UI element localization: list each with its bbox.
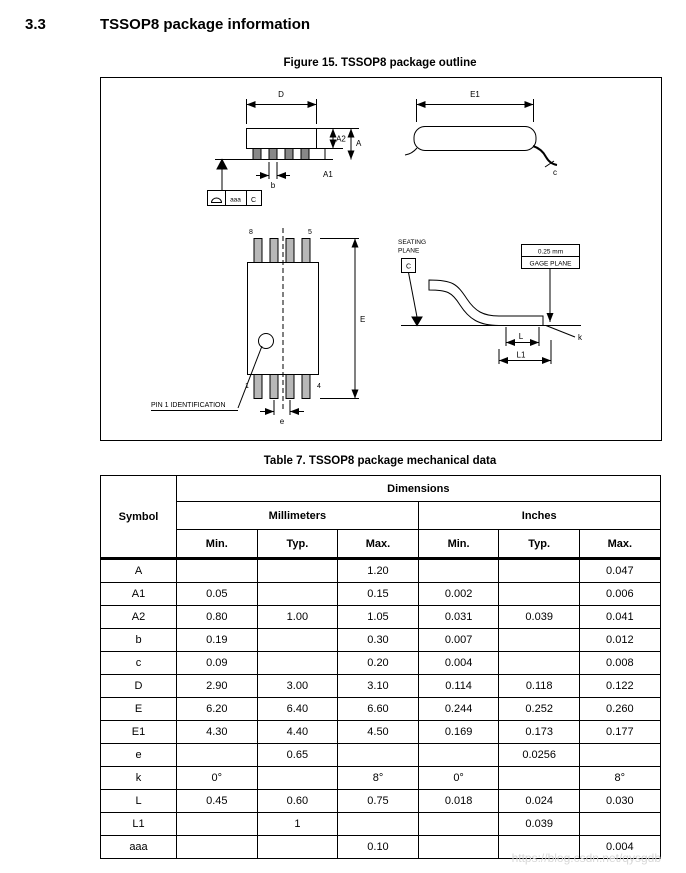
seating-plane-label-line2: PLANE bbox=[398, 247, 420, 255]
dim-label-c-thickness: c bbox=[553, 168, 557, 177]
cell-in-max: 0.012 bbox=[579, 629, 660, 652]
cell-mm-min: 4.30 bbox=[177, 721, 258, 744]
cell-mm-typ: 1 bbox=[257, 813, 338, 836]
watermark: https://blog.csdn.net/qysgdb bbox=[511, 851, 661, 865]
table-caption: Table 7. TSSOP8 package mechanical data bbox=[263, 455, 497, 467]
seating-plane-label-line1: SEATING bbox=[398, 239, 427, 246]
cell-mm-typ: 3.00 bbox=[257, 675, 338, 698]
dim-label-a: A bbox=[356, 139, 362, 148]
cell-mm-max bbox=[338, 813, 419, 836]
cell-in-max: 0.041 bbox=[579, 606, 660, 629]
cell-mm-typ: 0.65 bbox=[257, 744, 338, 767]
dim-label-pitch-e: e bbox=[279, 417, 285, 426]
cell-in-min: 0.004 bbox=[418, 652, 499, 675]
cell-mm-typ bbox=[257, 836, 338, 859]
col-header-in-max: Max. bbox=[579, 530, 660, 559]
cell-mm-max: 1.20 bbox=[338, 559, 419, 583]
cell-mm-typ bbox=[257, 583, 338, 606]
cell-in-typ bbox=[499, 559, 580, 583]
cell-mm-max: 0.30 bbox=[338, 629, 419, 652]
side-view bbox=[208, 99, 360, 206]
table-body bbox=[101, 559, 661, 859]
cell-mm-typ bbox=[257, 767, 338, 790]
cell-mm-min: 0° bbox=[177, 767, 258, 790]
cell-in-typ: 0.039 bbox=[499, 606, 580, 629]
col-header-millimeters: Millimeters bbox=[177, 502, 419, 530]
dim-label-a2: A2 bbox=[336, 134, 346, 144]
col-header-in-typ: Typ. bbox=[499, 530, 580, 559]
table-row bbox=[101, 652, 661, 675]
cell-mm-max: 3.10 bbox=[338, 675, 419, 698]
cell-mm-max: 4.50 bbox=[338, 721, 419, 744]
cell-in-min bbox=[418, 744, 499, 767]
cell-mm-min bbox=[177, 813, 258, 836]
pin-number-1: 1 bbox=[245, 383, 249, 390]
cell-mm-max: 1.05 bbox=[338, 606, 419, 629]
cell-symbol: A bbox=[101, 559, 177, 583]
cell-in-typ: 0.039 bbox=[499, 813, 580, 836]
table-row bbox=[101, 767, 661, 790]
cell-in-min: 0.007 bbox=[418, 629, 499, 652]
table-row bbox=[101, 559, 661, 583]
dim-label-l1: L1 bbox=[516, 350, 526, 360]
pin-number-4: 4 bbox=[317, 383, 321, 390]
cell-in-typ bbox=[499, 629, 580, 652]
cell-in-max: 0.122 bbox=[579, 675, 660, 698]
cell-mm-min bbox=[177, 744, 258, 767]
package-outline-figure bbox=[101, 78, 659, 438]
datum-label-c: C bbox=[250, 197, 257, 204]
cell-mm-max: 8° bbox=[338, 767, 419, 790]
cell-symbol: b bbox=[101, 629, 177, 652]
cell-mm-max bbox=[338, 744, 419, 767]
table-row bbox=[101, 583, 661, 606]
top-view bbox=[151, 228, 359, 415]
tolerance-label-aaa: aaa bbox=[230, 196, 241, 204]
table-header-row-minmax bbox=[101, 530, 661, 559]
cell-in-typ bbox=[499, 767, 580, 790]
pin1-identification-label: PIN 1 IDENTIFICATION bbox=[151, 402, 226, 409]
dim-label-k: k bbox=[578, 333, 582, 342]
cell-symbol: E1 bbox=[101, 721, 177, 744]
cell-symbol: k bbox=[101, 767, 177, 790]
dim-label-e-outer: E bbox=[360, 315, 366, 324]
cell-in-min: 0.031 bbox=[418, 606, 499, 629]
cell-in-typ bbox=[499, 583, 580, 606]
cell-in-typ: 0.252 bbox=[499, 698, 580, 721]
cell-in-typ: 0.173 bbox=[499, 721, 580, 744]
cell-in-max: 0.177 bbox=[579, 721, 660, 744]
cell-mm-typ bbox=[257, 629, 338, 652]
cell-in-min: 0.169 bbox=[418, 721, 499, 744]
cell-symbol: A1 bbox=[101, 583, 177, 606]
cell-symbol: aaa bbox=[101, 836, 177, 859]
dim-label-d: D bbox=[278, 90, 284, 99]
table-row bbox=[101, 813, 661, 836]
cell-mm-min: 6.20 bbox=[177, 698, 258, 721]
table-row bbox=[101, 790, 661, 813]
cell-in-max: 8° bbox=[579, 767, 660, 790]
cell-in-typ bbox=[499, 652, 580, 675]
section-heading bbox=[0, 0, 686, 33]
cell-mm-typ: 6.40 bbox=[257, 698, 338, 721]
cell-mm-max: 6.60 bbox=[338, 698, 419, 721]
cell-mm-min: 0.80 bbox=[177, 606, 258, 629]
figure-caption: Figure 15. TSSOP8 package outline bbox=[283, 57, 477, 69]
cell-mm-min: 2.90 bbox=[177, 675, 258, 698]
table-row bbox=[101, 629, 661, 652]
cell-in-min: 0.114 bbox=[418, 675, 499, 698]
cell-mm-typ bbox=[257, 652, 338, 675]
mechanical-data-table bbox=[100, 475, 661, 859]
cell-in-max: 0.008 bbox=[579, 652, 660, 675]
cell-symbol: e bbox=[101, 744, 177, 767]
profile-view bbox=[405, 99, 557, 167]
col-header-in-min: Min. bbox=[418, 530, 499, 559]
cell-in-max: 0.030 bbox=[579, 790, 660, 813]
pin-number-5: 5 bbox=[308, 229, 312, 236]
col-header-mm-typ: Typ. bbox=[257, 530, 338, 559]
col-header-mm-min: Min. bbox=[177, 530, 258, 559]
cell-mm-max: 0.75 bbox=[338, 790, 419, 813]
col-header-inches: Inches bbox=[418, 502, 660, 530]
cell-mm-typ bbox=[257, 559, 338, 583]
cell-symbol: E bbox=[101, 698, 177, 721]
cell-symbol: c bbox=[101, 652, 177, 675]
col-header-dimensions: Dimensions bbox=[177, 476, 661, 502]
cell-mm-min: 0.45 bbox=[177, 790, 258, 813]
cell-in-typ: 0.0256 bbox=[499, 744, 580, 767]
table-row bbox=[101, 744, 661, 767]
cell-in-min bbox=[418, 813, 499, 836]
cell-mm-max: 0.15 bbox=[338, 583, 419, 606]
cell-in-typ: 0.118 bbox=[499, 675, 580, 698]
cell-mm-min bbox=[177, 559, 258, 583]
dim-label-l: L bbox=[518, 332, 524, 341]
table-row bbox=[101, 721, 661, 744]
cell-mm-max: 0.10 bbox=[338, 836, 419, 859]
cell-symbol: L bbox=[101, 790, 177, 813]
cell-in-min bbox=[418, 559, 499, 583]
table-row bbox=[101, 675, 661, 698]
cell-in-min: 0° bbox=[418, 767, 499, 790]
figure-box bbox=[100, 77, 662, 441]
cell-symbol: D bbox=[101, 675, 177, 698]
cell-in-max bbox=[579, 813, 660, 836]
cell-mm-max: 0.20 bbox=[338, 652, 419, 675]
table-row bbox=[101, 698, 661, 721]
cell-symbol: A2 bbox=[101, 606, 177, 629]
dim-label-b: b bbox=[270, 181, 276, 190]
cell-mm-min: 0.19 bbox=[177, 629, 258, 652]
cell-mm-typ: 1.00 bbox=[257, 606, 338, 629]
table-header-row-dimensions bbox=[101, 476, 661, 502]
cell-mm-min: 0.09 bbox=[177, 652, 258, 675]
col-header-mm-max: Max. bbox=[338, 530, 419, 559]
pin-number-8: 8 bbox=[249, 229, 253, 236]
section-title: TSSOP8 package information bbox=[100, 16, 311, 33]
col-header-symbol: Symbol bbox=[101, 476, 177, 559]
cell-mm-min bbox=[177, 836, 258, 859]
cell-in-min: 0.018 bbox=[418, 790, 499, 813]
cell-mm-min: 0.05 bbox=[177, 583, 258, 606]
cell-in-max: 0.047 bbox=[579, 559, 660, 583]
dim-label-e1: E1 bbox=[470, 90, 480, 99]
cell-in-max: 0.006 bbox=[579, 583, 660, 606]
cell-in-min: 0.002 bbox=[418, 583, 499, 606]
table-header-row-units bbox=[101, 502, 661, 530]
cell-in-min bbox=[418, 836, 499, 859]
section-number: 3.3 bbox=[25, 16, 46, 33]
cell-in-max: 0.004 bbox=[579, 836, 660, 859]
cell-mm-typ: 0.60 bbox=[257, 790, 338, 813]
cell-in-max: 0.260 bbox=[579, 698, 660, 721]
dim-label-a1: A1 bbox=[323, 170, 333, 179]
cell-in-min: 0.244 bbox=[418, 698, 499, 721]
cell-symbol: L1 bbox=[101, 813, 177, 836]
cell-in-max bbox=[579, 744, 660, 767]
seating-datum-c: C bbox=[405, 263, 412, 271]
cell-in-typ: 0.024 bbox=[499, 790, 580, 813]
gage-plane-value: 0.25 mm bbox=[537, 248, 564, 256]
gage-plane-label: GAGE PLANE bbox=[529, 260, 572, 268]
table-row bbox=[101, 606, 661, 629]
cell-mm-typ: 4.40 bbox=[257, 721, 338, 744]
